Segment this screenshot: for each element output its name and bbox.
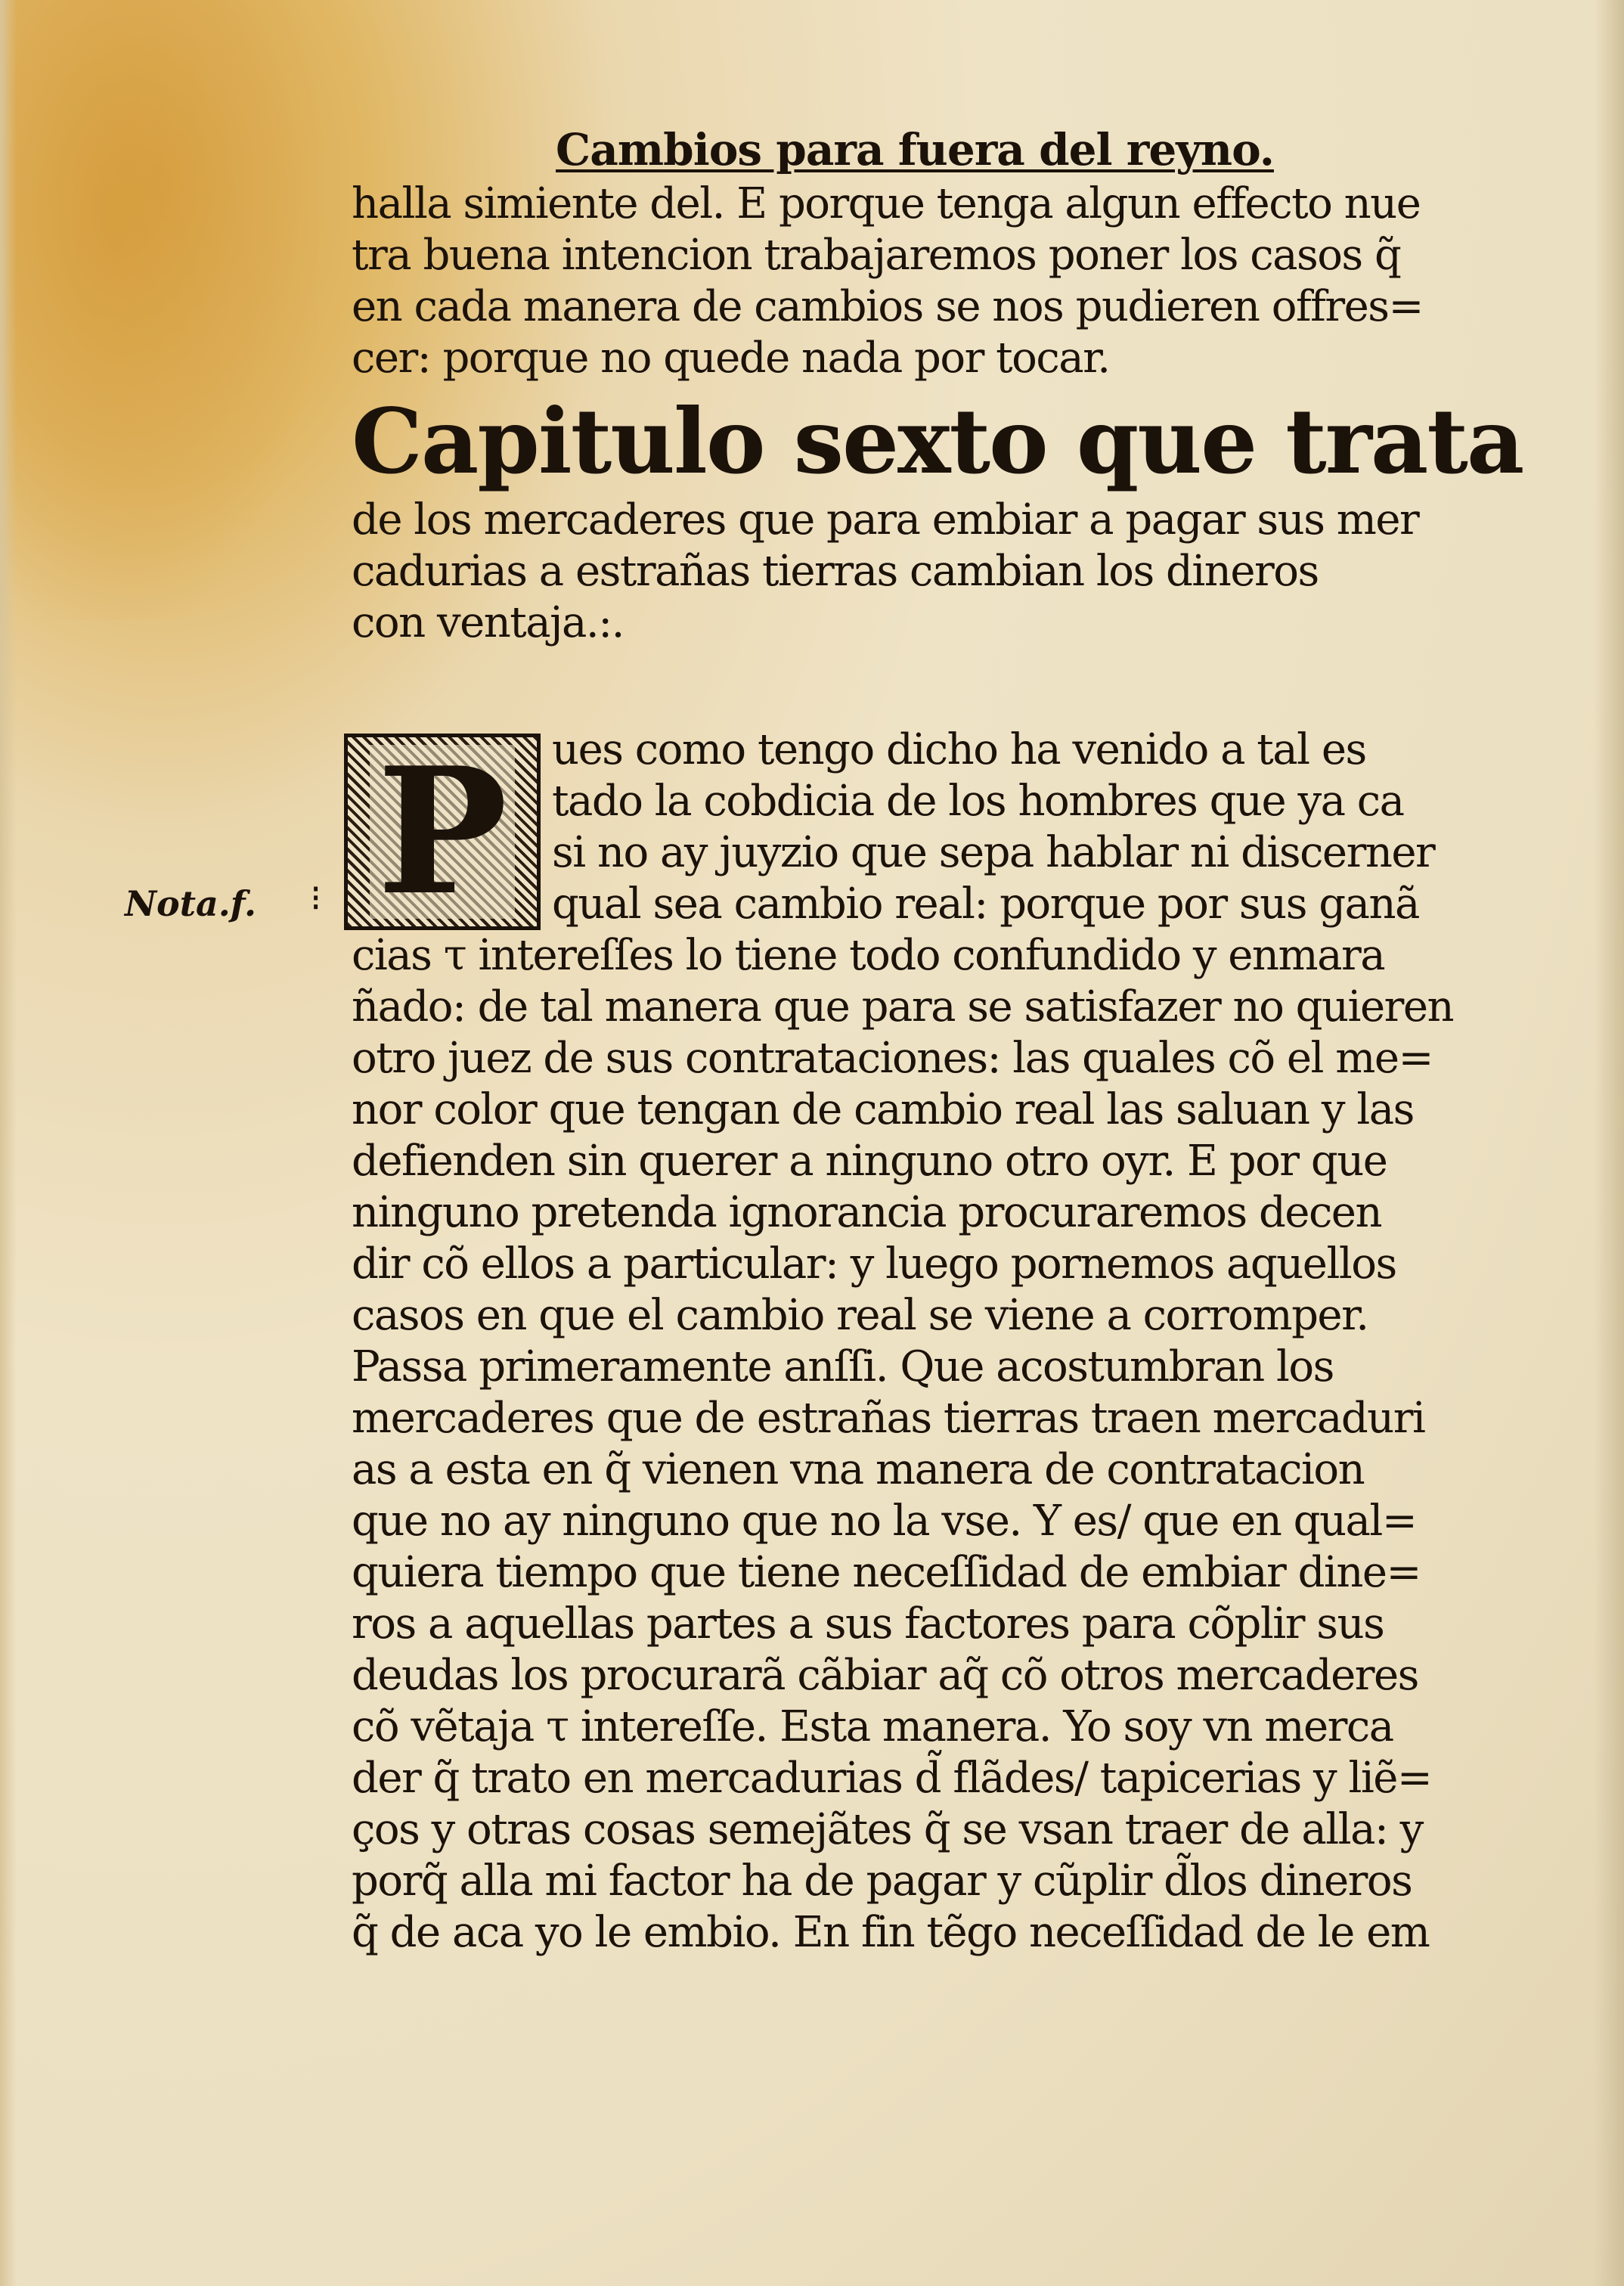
text-line: dir cõ ellos a particular: y luego pornemos aquellos xyxy=(352,1239,1396,1289)
text-line: ros a aquellas partes a sus factores para cõplir sus xyxy=(352,1599,1384,1649)
text-line: con ventaja.:. xyxy=(352,598,624,647)
margin-note: Nota.f. xyxy=(125,883,256,924)
text-line: tra buena intencion trabajaremos poner los casos q̃ xyxy=(352,231,1401,280)
page-right-edge xyxy=(1594,0,1624,2286)
text-line: otro juez de sus contrataciones: las quales cõ el me= xyxy=(352,1034,1433,1083)
text-line: tado la cobdicia de los hombres que ya ca xyxy=(552,777,1404,826)
running-head: Cambios para fuera del reyno. xyxy=(556,124,1274,175)
text-line: Passa primeramente anſſi. Que acostumbran los xyxy=(352,1342,1334,1391)
text-line: casos en que el cambio real se viene a corromper. xyxy=(352,1291,1368,1340)
text-line: ços y otras cosas semejãtes q̃ se vsan traer de alla: y xyxy=(352,1805,1423,1854)
intro-paragraph xyxy=(352,178,1423,384)
text-line: quiera tiempo que tiene neceſſidad de embiar dine= xyxy=(352,1548,1421,1597)
text-line: halla simiente del. E porque tenga algun effecto nue xyxy=(352,179,1421,228)
text-line: ues como tengo dicho ha venido a tal es xyxy=(552,725,1366,774)
page-left-edge xyxy=(0,0,17,2286)
text-line: der q̃ trato en mercadurias d̃ flãdes/ tapicerias y liẽ= xyxy=(352,1754,1432,1803)
margin-mark: ⁝ xyxy=(310,877,322,920)
text-line: porq̃ alla mi factor ha de pagar y cũplir d̃los dineros xyxy=(352,1856,1412,1906)
water-stain xyxy=(0,0,318,620)
text-line: mercaderes que de estrañas tierras traen mercaduri xyxy=(352,1394,1425,1443)
text-line: cer: porque no quede nada por tocar. xyxy=(352,333,1110,383)
text-block xyxy=(352,121,1523,1959)
chapter-subtitle xyxy=(352,495,1419,649)
text-line: cias τ intereſſes lo tiene todo confundido y enmara xyxy=(352,931,1385,980)
text-line: as a esta en q̃ vienen vna manera de contratacion xyxy=(352,1445,1365,1494)
text-line: que no ay ninguno que no la vse. Y es/ que en qual= xyxy=(352,1497,1417,1546)
initial-letter: P xyxy=(370,745,516,919)
text-line: deudas los procurarã cãbiar aq̃ cõ otros mercaderes xyxy=(352,1651,1418,1700)
body-paragraph xyxy=(352,724,1454,1959)
woodcut-initial xyxy=(344,730,541,934)
text-line: en cada manera de cambios se nos pudieren offres= xyxy=(352,282,1423,331)
text-line: cõ vẽtaja τ intereſſe. Esta manera. Yo soy vn merca xyxy=(352,1702,1393,1751)
text-line: cadurias a estrañas tierras cambian los dineros xyxy=(352,547,1319,596)
text-line: ninguno pretenda ignorancia procuraremos decen xyxy=(352,1188,1382,1237)
text-line: q̃ de aca yo le embio. En fin tẽgo neceſſidad de le em xyxy=(352,1908,1430,1957)
text-line: de los mercaderes que para embiar a pagar sus mer xyxy=(352,495,1419,544)
text-line: defienden sin querer a ninguno otro oyr. E por que xyxy=(352,1137,1387,1186)
text-line: ñado: de tal manera que para se satisfazer no quieren xyxy=(352,982,1454,1031)
text-line: nor color que tengan de cambio real las saluan y las xyxy=(352,1085,1414,1134)
chapter-title: Capitulo sexto que trata xyxy=(352,389,1523,494)
text-line: qual sea cambio real: porque por sus ganã xyxy=(552,879,1419,929)
text-line: si no ay juyzio que sepa hablar ni discerner xyxy=(552,828,1435,877)
